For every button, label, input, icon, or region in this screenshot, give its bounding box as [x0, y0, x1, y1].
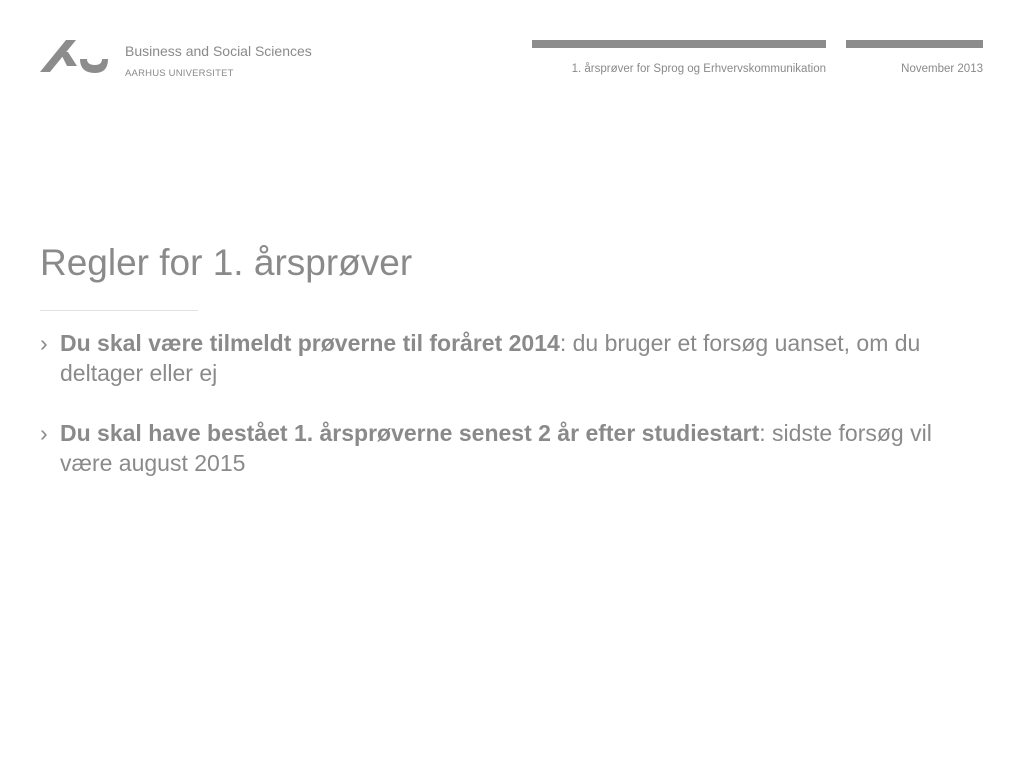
bullet-emphasis: Du skal have bestået 1. årsprøverne senest 2 år efter studiestart [60, 420, 760, 446]
au-logo-icon [40, 40, 108, 74]
bullet-text: : du bruger et forsøg uanset, om du deltager eller ej [60, 330, 921, 386]
title-divider [40, 310, 198, 311]
bullet-item [40, 418, 990, 478]
bullet-marker: › [40, 420, 48, 446]
bullet-text: : sidste forsøg vil være august 2015 [60, 420, 932, 476]
bullet-list [40, 328, 990, 508]
date-label: November 2013 [901, 63, 983, 75]
header-bar-course [532, 40, 826, 48]
faculty-name: Business and Social Sciences [125, 43, 312, 59]
bullet-emphasis: Du skal være tilmeldt prøverne til foråret 2014 [60, 330, 560, 356]
bullet-marker: › [40, 330, 48, 356]
header-bar-date [846, 40, 983, 48]
bullet-item [40, 328, 990, 388]
slide-title: Regler for 1. årsprøver [40, 242, 413, 283]
course-label: 1. årsprøver for Sprog og Erhvervskommunikation [571, 63, 826, 75]
university-name: AARHUS UNIVERSITET [125, 68, 234, 79]
